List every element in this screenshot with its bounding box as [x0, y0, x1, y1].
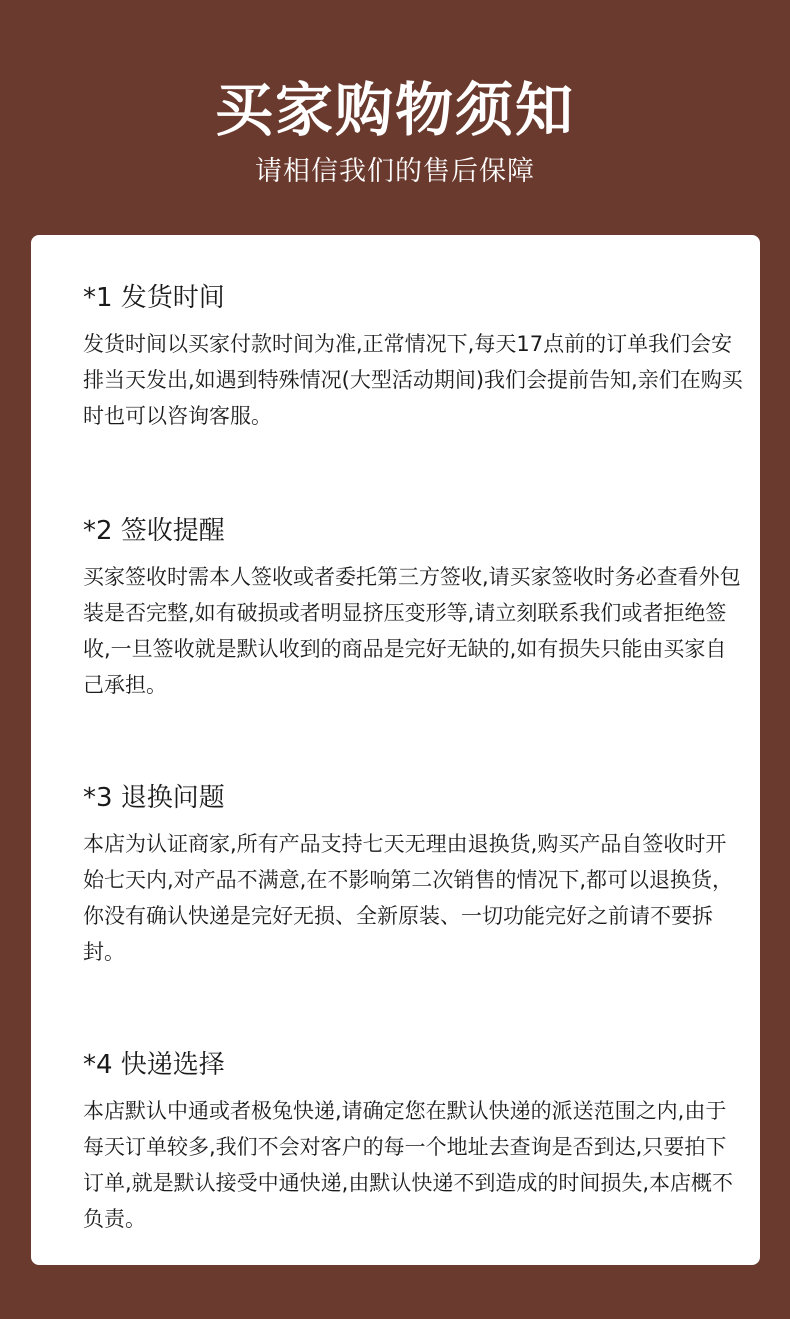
section-courier-choice — [83, 1047, 743, 1237]
section-title: *3 退换问题 — [83, 783, 225, 813]
section-title: *2 签收提醒 — [83, 516, 225, 546]
page-title: 买家购物须知 — [214, 76, 575, 144]
section-title: *1 发货时间 — [83, 283, 225, 313]
section-body: 发货时间以买家付款时间为准,正常情况下,每天17点前的订单我们会安排当天发出,如遇到特殊情况(大型活动期间)我们会提前告知,亲们在购买时也可以咨询客服。 — [83, 332, 743, 428]
section-receipt-reminder — [83, 513, 743, 703]
page-header — [0, 0, 790, 230]
section-body: 买家签收时需本人签收或者委托第三方签收,请买家签收时务必查看外包装是否完整,如有破损或者明显挤压变形等,请立刻联系我们或者拒绝签收,一旦签收就是默认收到的商品是完好无缺的,如有损失只能由买家自己承担。 — [83, 565, 741, 697]
notice-card — [31, 235, 760, 1265]
section-returns — [83, 780, 743, 970]
section-body: 本店默认中通或者极兔快递,请确定您在默认快递的派送范围之内,由于每天订单较多,我们不会对客户的每一个地址去查询是否到达,只要拍下订单,就是默认接受中通快递,由默认快递不到造成的时间损失,本店概不负责。 — [83, 1099, 734, 1231]
section-body: 本店为认证商家,所有产品支持七天无理由退换货,购买产品自签收时开始七天内,对产品不满意,在不影响第二次销售的情况下,都可以退换货，你没有确认快递是完好无损、全新原装、一切功能完好之前请不要拆封。 — [83, 832, 734, 964]
section-title: *4 快递选择 — [83, 1050, 225, 1080]
page-subtitle: 请相信我们的售后保障 — [255, 156, 535, 187]
section-shipping-time — [83, 280, 743, 434]
